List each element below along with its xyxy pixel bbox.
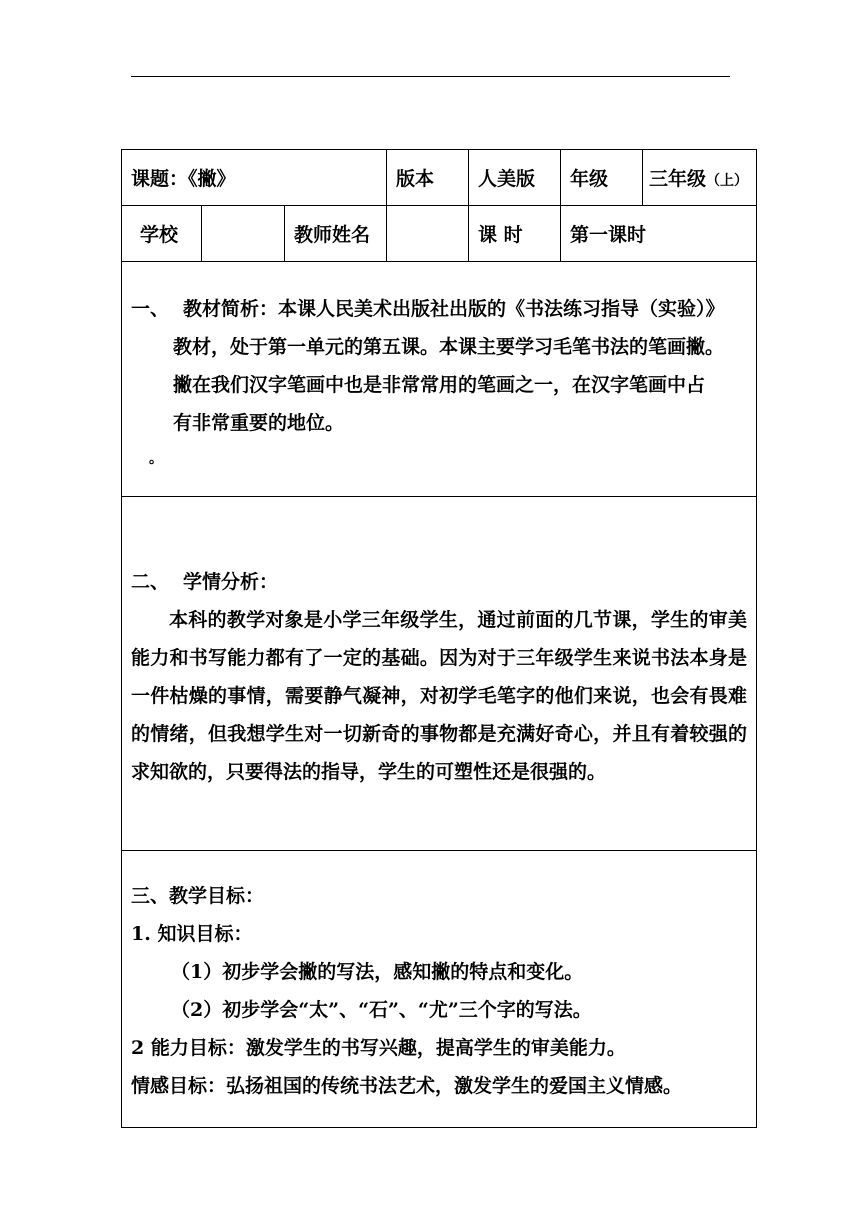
grade-suffix: （上） <box>706 173 749 189</box>
section1-line-4: 有非常重要的地位。 <box>173 412 345 434</box>
section1-line-2: 教材，处于第一单元的第五课。本课主要学习毛笔书法的笔画撇。 <box>173 336 725 358</box>
section1-number: 一、 <box>131 298 170 320</box>
knowledge-goal-heading: 1. 知识目标： <box>131 923 253 945</box>
period-label: 课 时 <box>469 206 561 262</box>
section-student-analysis <box>122 497 757 851</box>
header-row-1 <box>122 150 757 206</box>
edition-label: 版本 <box>387 150 469 206</box>
section2-heading: 二、 学情分析： <box>131 570 279 593</box>
section-textbook-analysis <box>122 262 757 497</box>
course-title-cell <box>122 150 387 206</box>
section-teaching-goals <box>122 851 757 1128</box>
lesson-plan-table <box>121 149 757 1128</box>
knowledge-goal-2: （2）初步学会“太”、“石”、“尤”三个字的写法。 <box>171 999 592 1021</box>
period-value: 第一课时 <box>561 206 757 262</box>
section3-heading: 三、教学目标： <box>131 885 265 907</box>
ability-goal: 2 能力目标：激发学生的书写兴趣，提高学生的审美能力。 <box>131 1037 626 1059</box>
grade-value: 三年级 <box>649 168 707 190</box>
section1-trailing-mark: 。 <box>149 451 163 467</box>
section1-line-1: 一、 教材简析：本课人民美术出版社出版的《书法练习指导（实验）》 <box>131 290 747 328</box>
teacher-label: 教师姓名 <box>285 206 387 262</box>
course-title: 课题：《撇》 <box>131 168 236 190</box>
section2-paragraph: 本科的教学对象是小学三年级学生，通过前面的几节课，学生的审美能力和书写能力都有了一定的基础。因为对于三年级学生来说书法本身是一件枯燥的事情，需要静气凝神，对初学毛笔字的他们来说，也会有畏难的情绪，但我想学生对一切新奇的事物都是充满好奇心，并且有着较强的求知欲的，只要得法的指导，学生的可塑性还是很强的。 <box>131 608 747 783</box>
grade-label: 年级 <box>561 150 643 206</box>
school-value <box>202 206 285 262</box>
knowledge-goal-1: （1）初步学会撇的写法，感知撇的特点和变化。 <box>171 961 584 983</box>
emotion-goal: 情感目标：弘扬祖国的传统书法艺术，激发学生的爱国主义情感。 <box>131 1075 683 1097</box>
header-rule <box>131 76 730 77</box>
teacher-value <box>387 206 469 262</box>
edition-value: 人美版 <box>469 150 561 206</box>
school-label: 学校 <box>122 206 202 262</box>
header-row-2 <box>122 206 757 262</box>
section1-line-3: 撇在我们汉字笔画中也是非常常用的笔画之一，在汉字笔画中占 <box>173 374 706 396</box>
grade-cell <box>643 150 757 206</box>
